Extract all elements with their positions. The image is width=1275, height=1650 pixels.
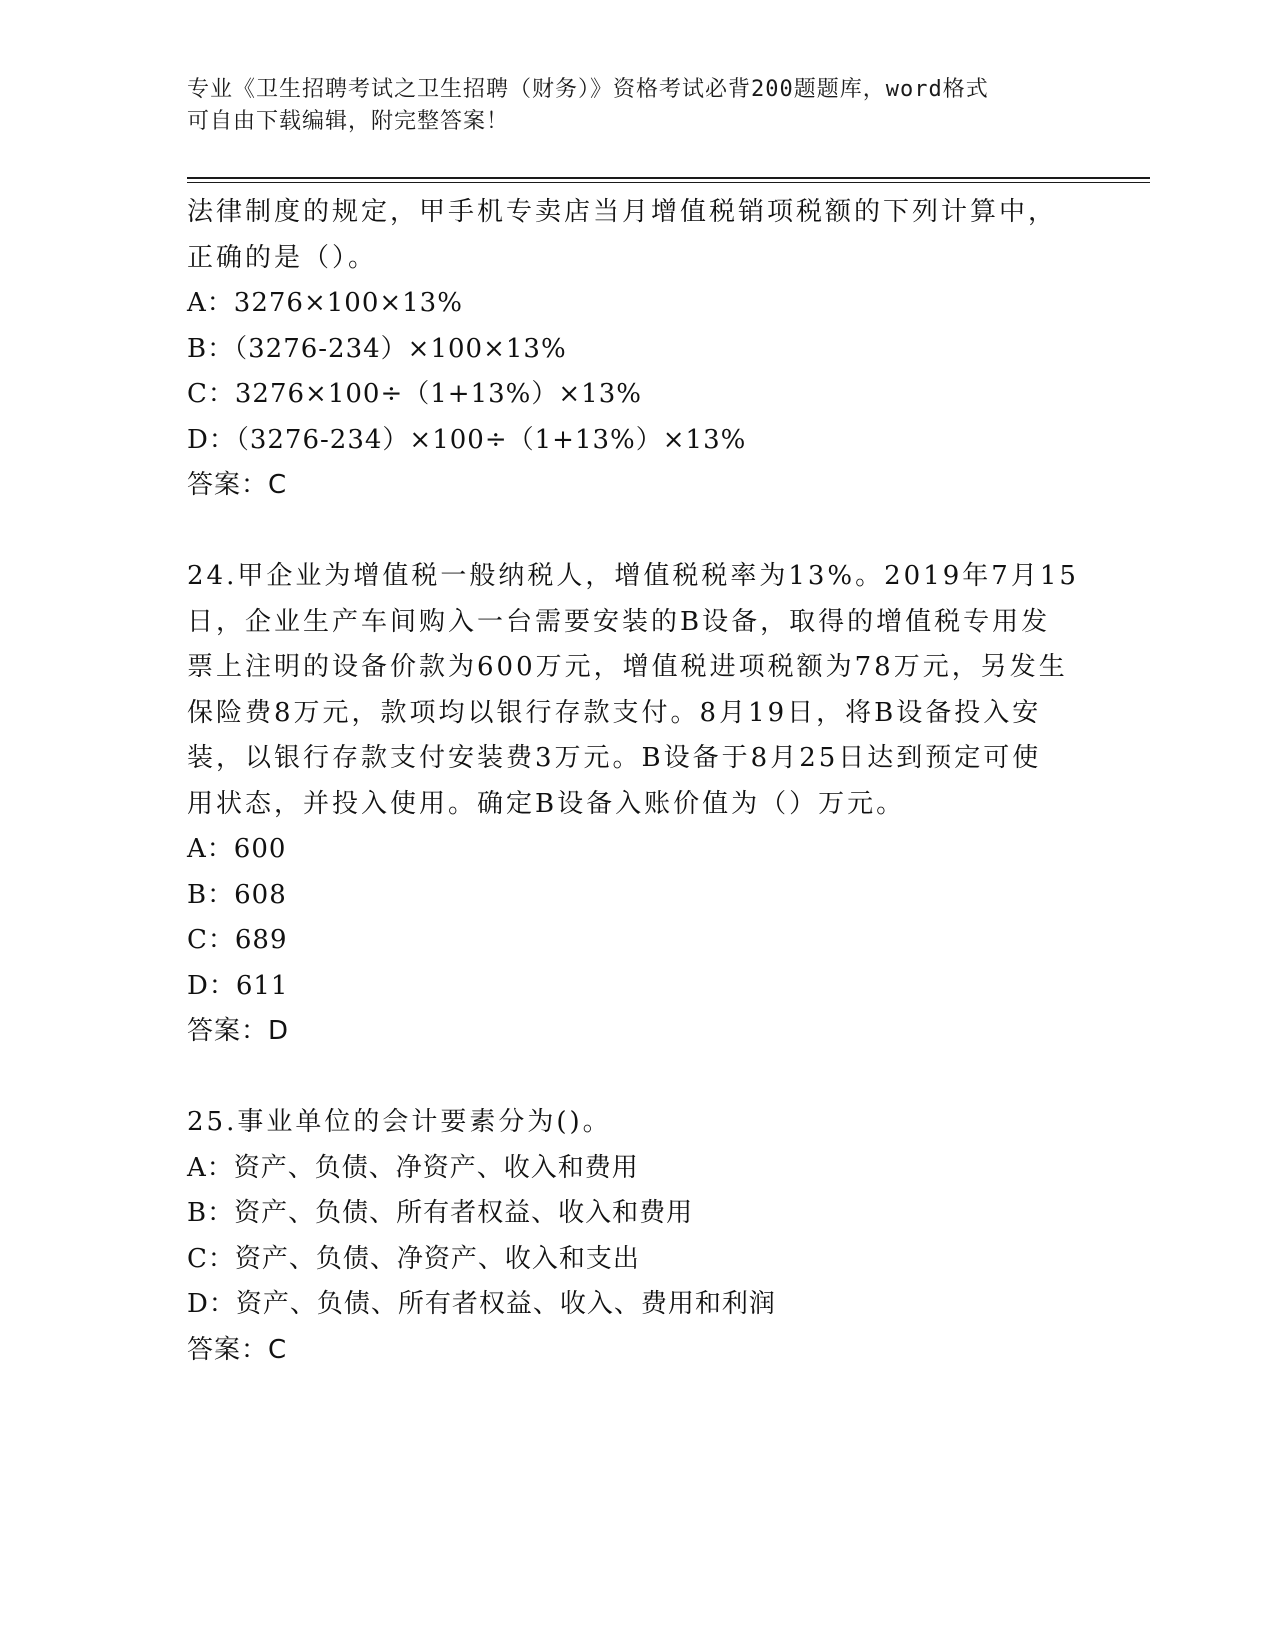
- question-23-option-b: B：（3276-234）×100×13%: [187, 333, 567, 364]
- question-24-option-b: B：608: [187, 879, 287, 910]
- question-23: [187, 190, 1087, 509]
- page-header: [187, 74, 1067, 138]
- question-23-text-line-1: 法律制度的规定，甲手机专卖店当月增值税销项税额的下列计算中，: [187, 197, 1058, 227]
- question-24-option-d: D：611: [187, 970, 289, 1001]
- header-title-line-2: 可自由下载编辑，附完整答案！: [187, 109, 510, 134]
- question-25-option-b: B：资产、负债、所有者权益、收入和费用: [187, 1198, 694, 1228]
- header-divider-thin: [187, 182, 1150, 183]
- question-24-text-line-5: 装，以银行存款支付安装费3万元。B设备于8月25日达到预定可使: [187, 743, 1042, 773]
- question-24-text-line-1: 24.甲企业为增值税一般纳税人，增值税税率为13%。2019年7月15: [187, 561, 1079, 591]
- question-25-option-c: C：资产、负债、净资产、收入和支出: [187, 1243, 640, 1274]
- question-spacer: [187, 1055, 1087, 1101]
- question-24-text-line-6: 用状态，并投入使用。确定B设备入账价值为（）万元。: [187, 788, 906, 819]
- question-23-option-c: C：3276×100÷（1+13%）×13%: [187, 379, 642, 409]
- question-23-answer: 答案：C: [187, 470, 288, 500]
- question-25: [187, 1100, 1087, 1373]
- question-24-text-line-4: 保险费8万元，款项均以银行存款支付。8月19日，将B设备投入安: [187, 697, 1042, 728]
- question-24-option-a: A：600: [187, 834, 287, 864]
- question-25-option-d: D：资产、负债、所有者权益、收入、费用和利润: [187, 1289, 776, 1319]
- question-23-option-a: A：3276×100×13%: [187, 288, 463, 318]
- question-25-option-a: A：资产、负债、净资产、收入和费用: [187, 1152, 639, 1183]
- question-24: [187, 554, 1087, 1055]
- question-24-answer: 答案：D: [187, 1016, 290, 1046]
- question-25-answer: 答案：C: [187, 1334, 288, 1365]
- question-24-text-line-2: 日，企业生产车间购入一台需要安装的B设备，取得的增值税专用发: [187, 606, 1051, 637]
- question-24-option-c: C：689: [187, 925, 288, 955]
- question-24-text-line-3: 票上注明的设备价款为600万元，增值税进项税额为78万元，另发生: [187, 652, 1068, 682]
- question-23-text-line-2: 正确的是（）。: [187, 242, 378, 273]
- question-23-option-d: D：（3276-234）×100÷（1+13%）×13%: [187, 424, 747, 455]
- question-spacer: [187, 509, 1087, 555]
- question-list: [187, 190, 1087, 1373]
- question-25-text: 25.事业单位的会计要素分为()。: [187, 1107, 612, 1137]
- header-divider-thick: [187, 177, 1150, 179]
- header-title-line-1: 专业《卫生招聘考试之卫生招聘（财务）》资格考试必背200题题库，word格式: [187, 77, 989, 102]
